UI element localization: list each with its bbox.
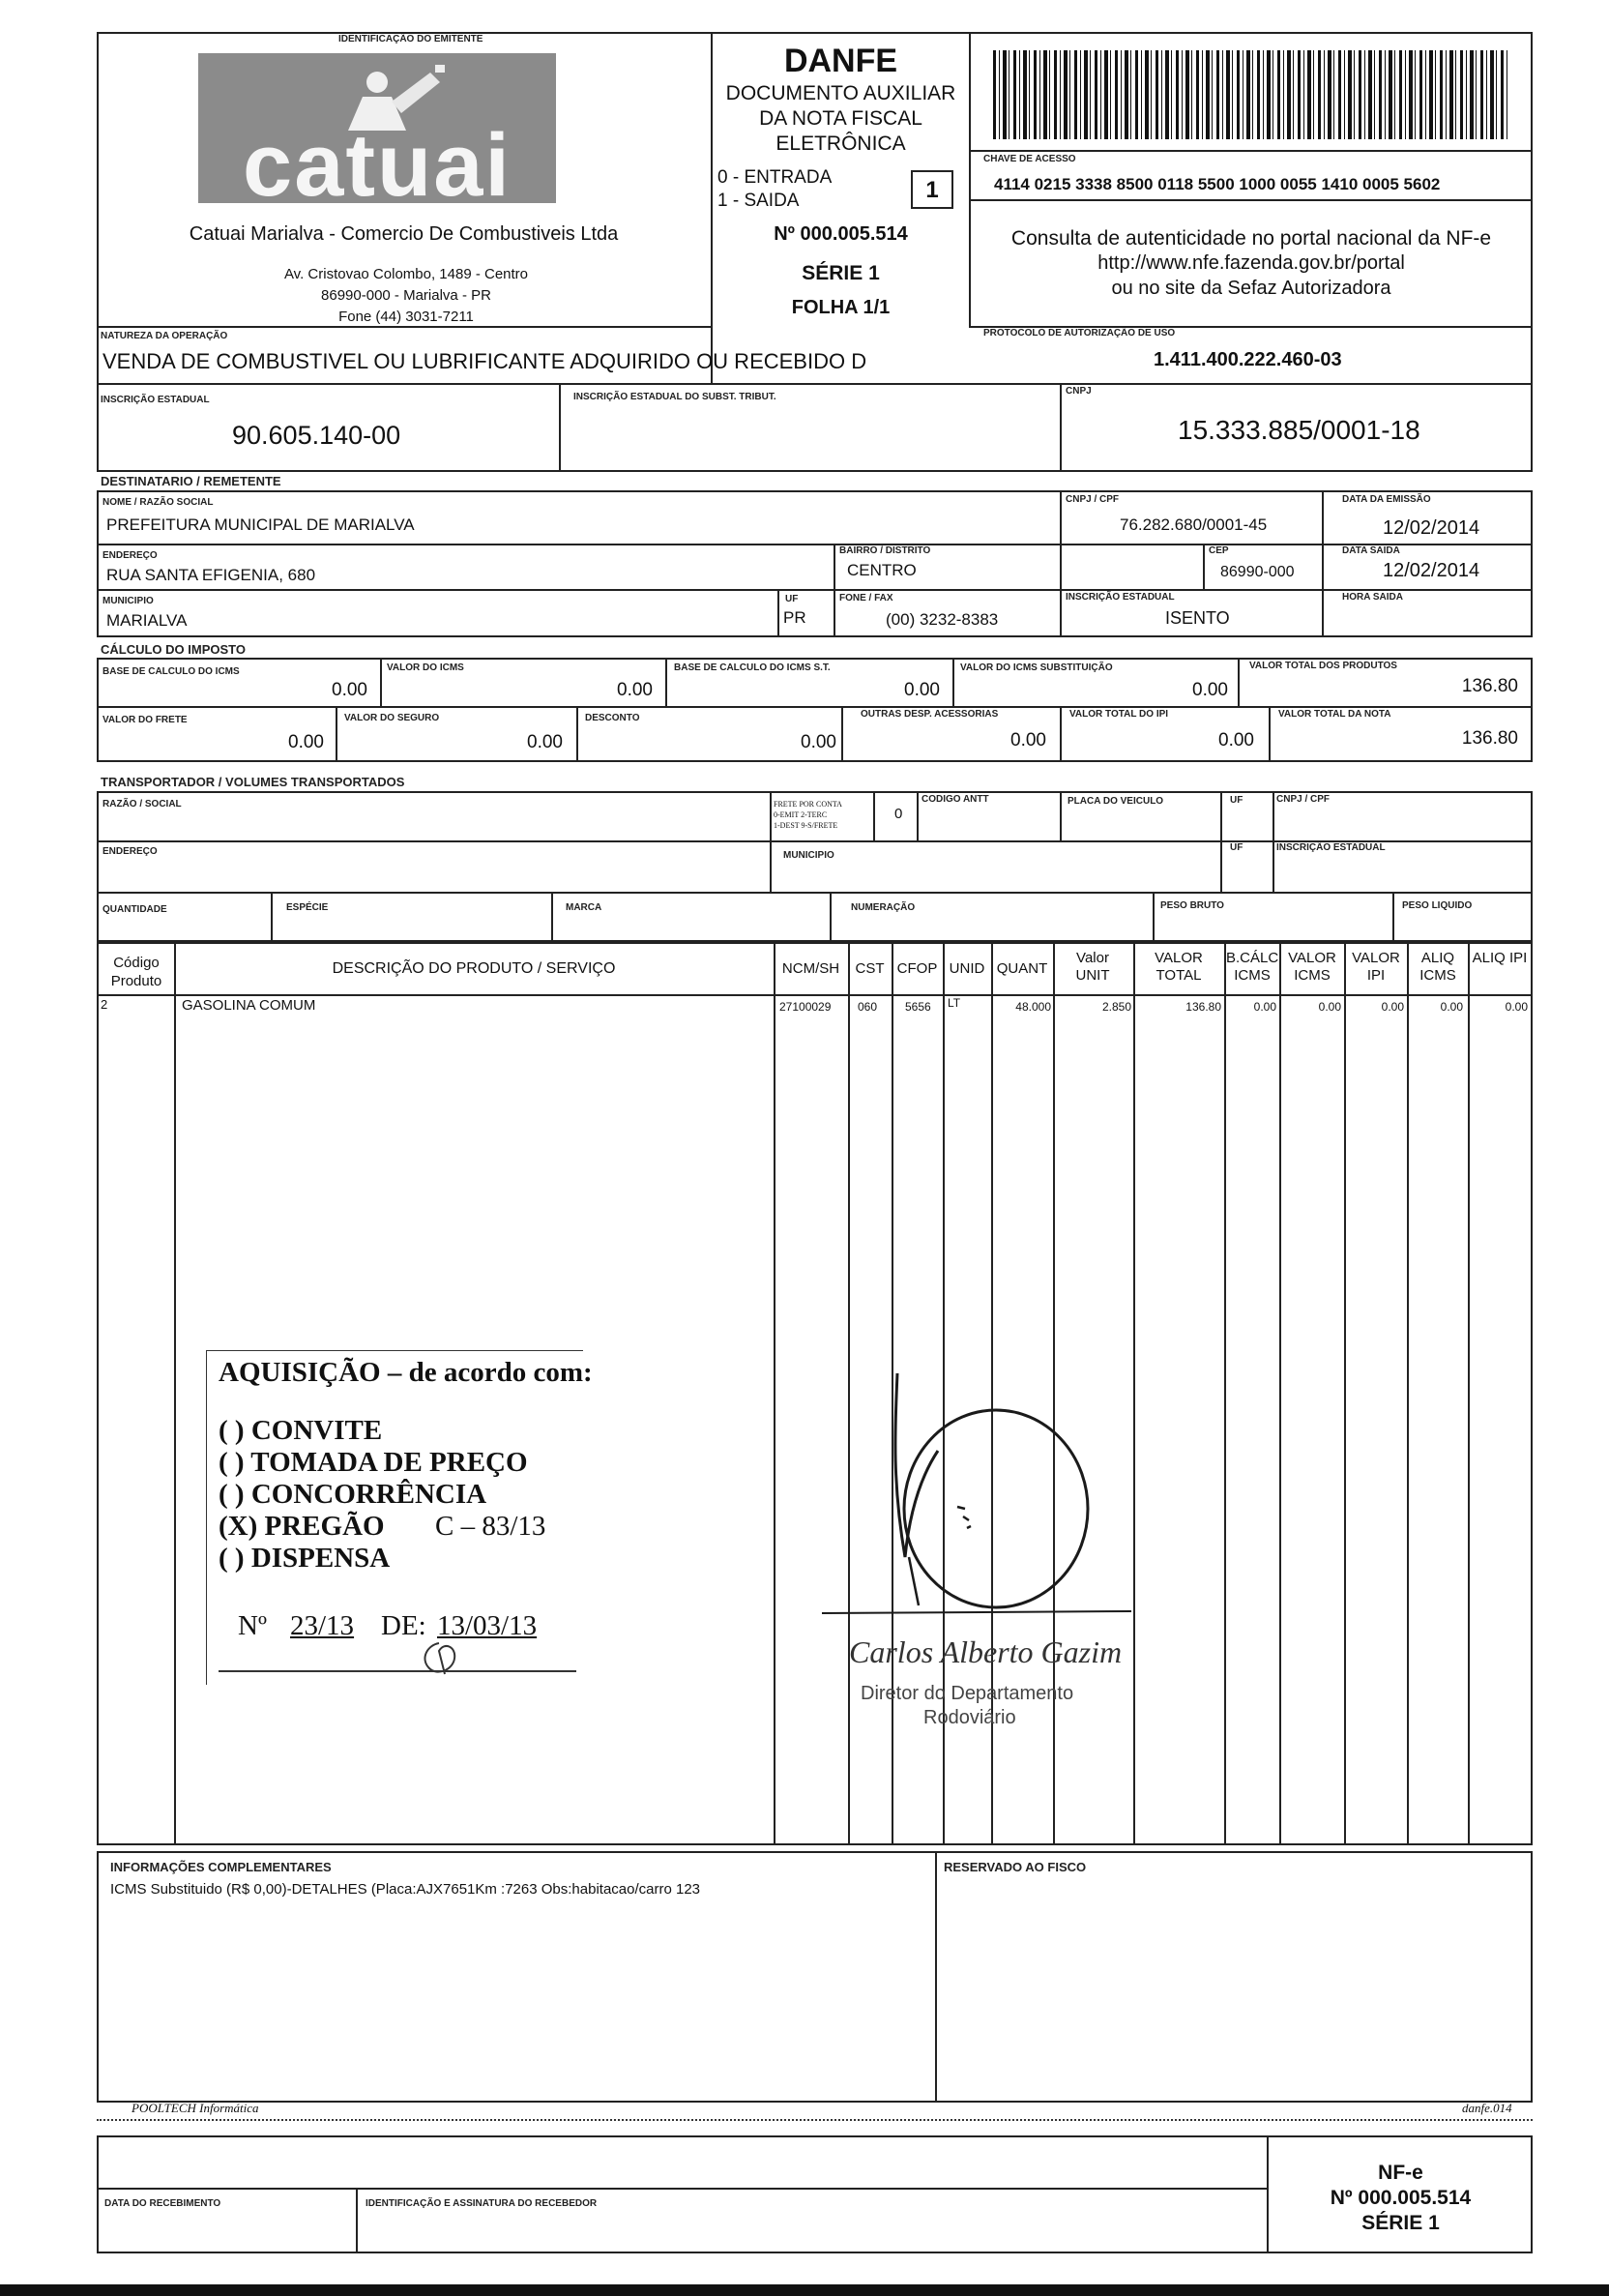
ie-label: INSCRIÇÃO ESTADUAL: [101, 395, 210, 405]
v-prod-label: VALOR TOTAL DOS PRODUTOS: [1249, 661, 1397, 671]
dest-fone: (00) 3232-8383: [886, 610, 999, 629]
frete-line-2: 0-EMIT 2-TERC: [774, 810, 828, 819]
emitente-logo: [198, 53, 556, 203]
dest-emissao: 12/02/2014: [1383, 517, 1480, 539]
placa-label: PLACA DO VEICULO: [1068, 796, 1164, 807]
antt-label: CODIGO ANTT: [922, 794, 989, 805]
director-role-1: Diretor do Departamento: [861, 1683, 1074, 1704]
acquisition-stamp: [206, 1350, 593, 1685]
nota-value: 136.80: [1461, 728, 1518, 749]
emitente-name: Catuai Marialva - Comercio De Combustiveis Ltda: [189, 223, 619, 245]
danfe-numero: Nº 000.005.514: [774, 223, 908, 245]
transp-razao-label: RAZÃO / SOCIAL: [102, 799, 182, 809]
director-role-2: Rodoviário: [923, 1707, 1016, 1728]
canhoto-serie: SÉRIE 1: [1361, 2212, 1440, 2234]
item-codigo: 2: [101, 997, 108, 1012]
dest-endereco: RUA SANTA EFIGENIA, 680: [106, 566, 316, 584]
consulta-line-2: http://www.nfe.fazenda.gov.br/portal: [1097, 252, 1405, 274]
danfe-subtitle-3: ELETRÔNICA: [775, 132, 906, 155]
v-prod-value: 136.80: [1461, 676, 1518, 696]
dest-ie-label: INSCRIÇÃO ESTADUAL: [1066, 592, 1175, 603]
info-text: ICMS Substituido (R$ 0,00)-DETALHES (Placa:AJX7651Km :7263 Obs:habitacao/carro 123: [110, 1881, 701, 1898]
ie-st-label: INSCRIÇÃO ESTADUAL DO SUBST. TRIBUT.: [573, 392, 776, 402]
protocolo-label: PROTOCOLO DE AUTORIZAÇÃO DE USO: [983, 328, 1176, 339]
item-v-unit: 2.850: [1101, 1000, 1131, 1014]
stamp-numero: 23/13: [290, 1610, 355, 1641]
natureza-value: VENDA DE COMBUSTIVEL OU LUBRIFICANTE ADQUIRIDO OU RECEBIDO D: [102, 349, 867, 373]
scan-bottom-edge: [0, 2284, 1609, 2296]
natureza-label: NATUREZA DA OPERAÇÃO: [101, 331, 228, 341]
item-aliq-icms: 0.00: [1440, 1000, 1463, 1014]
desconto-label: DESCONTO: [585, 713, 640, 723]
protocolo-value: 1.411.400.222.460-03: [1154, 349, 1342, 370]
canhoto-numero: Nº 000.005.514: [1330, 2187, 1472, 2209]
item-v-total: 136.80: [1185, 1000, 1221, 1014]
col-v-icms: VALOR ICMS: [1288, 950, 1336, 984]
v-st-label: VALOR DO ICMS SUBSTITUIÇÃO: [960, 662, 1113, 673]
danfe-folha: FOLHA 1/1: [791, 297, 891, 318]
outras-label: OUTRAS DESP. ACESSORIAS: [861, 709, 999, 720]
danfe-entrada: 0 - ENTRADA: [717, 167, 833, 188]
marca-label: MARCA: [566, 902, 602, 913]
table-row: [97, 996, 1533, 1019]
imposto-section-label: CÁLCULO DO IMPOSTO: [101, 642, 246, 657]
dest-cep: 86990-000: [1220, 564, 1295, 580]
bc-icms-label: BASE DE CALCULO DO ICMS: [102, 666, 240, 677]
dest-uf-label: UF: [785, 594, 799, 604]
danfe-subtitle-1: DOCUMENTO AUXILIAR: [725, 82, 956, 104]
danfe-title: DANFE: [783, 43, 898, 79]
frete-por-conta: [774, 799, 842, 831]
emitente-section-label: IDENTIFICAÇÃO DO EMITENTE: [338, 34, 483, 44]
danfe-tipo: 1: [925, 177, 939, 203]
desconto-value: 0.00: [801, 732, 836, 752]
cut-line: [97, 2119, 1533, 2121]
peso-bruto-label: PESO BRUTO: [1160, 900, 1224, 911]
col-aliq-icms: ALIQ ICMS: [1419, 950, 1456, 984]
stamp-data: 13/03/13: [437, 1610, 538, 1641]
ipi-value: 0.00: [1218, 730, 1254, 751]
item-descricao: GASOLINA COMUM: [182, 997, 316, 1014]
transp-municipio-label: MUNICIPIO: [783, 850, 834, 861]
consulta-line-1: Consulta de autenticidade no portal nacional da NF-e: [1010, 227, 1492, 250]
col-aliq-ipi: ALIQ IPI: [1472, 950, 1528, 966]
canhoto-data-label: DATA DO RECEBIMENTO: [104, 2198, 221, 2209]
dest-nome: PREFEITURA MUNICIPAL DE MARIALVA: [106, 515, 415, 534]
dest-saida-label: DATA SAIDA: [1342, 545, 1400, 556]
stamp-opt-convite: ( ) CONVITE: [219, 1415, 383, 1446]
col-unid: UNID: [949, 960, 985, 977]
dest-cnpj: 76.282.680/0001-45: [1120, 515, 1268, 534]
especie-label: ESPÉCIE: [286, 902, 329, 913]
col-descricao: DESCRIÇÃO DO PRODUTO / SERVIÇO: [332, 960, 616, 977]
danfe-subtitle-2: DA NOTA FISCAL: [759, 107, 922, 130]
cnpj-value: 15.333.885/0001-18: [1178, 415, 1420, 445]
stamp-title: AQUISIÇÃO – de acordo com:: [219, 1357, 593, 1388]
transp-ie-label: INSCRIÇÃO ESTADUAL: [1276, 842, 1386, 853]
dest-bairro-label: BAIRRO / DISTRITO: [839, 545, 931, 556]
access-key-barcode: [993, 50, 1508, 139]
dest-uf: PR: [783, 608, 806, 627]
danfe-saida: 1 - SAIDA: [717, 191, 800, 211]
col-v-ipi: VALOR IPI: [1352, 950, 1400, 984]
nota-label: VALOR TOTAL DA NOTA: [1278, 709, 1391, 720]
ipi-label: VALOR TOTAL DO IPI: [1069, 709, 1169, 720]
fisco-label: RESERVADO AO FISCO: [944, 1860, 1087, 1874]
v-icms-label: VALOR DO ICMS: [387, 662, 464, 673]
item-unid: LT: [948, 996, 961, 1010]
seguro-value: 0.00: [527, 732, 563, 752]
transp-uf-label: UF: [1230, 795, 1243, 806]
dest-emissao-label: DATA DA EMISSÃO: [1342, 494, 1431, 505]
director-signature: [822, 1364, 1131, 1654]
item-aliq-ipi: 0.00: [1505, 1000, 1528, 1014]
dest-bairro: CENTRO: [847, 561, 917, 579]
dest-ie: ISENTO: [1165, 608, 1230, 628]
emitente-phone: Fone (44) 3031-7211: [338, 309, 474, 325]
initials-signature: [410, 1637, 478, 1680]
destinatario-section-label: DESTINATARIO / REMETENTE: [101, 474, 281, 488]
stamp-opt-dispensa: ( ) DISPENSA: [219, 1543, 391, 1574]
software-credit: POOLTECH Informática: [132, 2101, 259, 2115]
dest-fone-label: FONE / FAX: [839, 593, 893, 603]
item-cfop: 5656: [905, 1000, 931, 1014]
dest-cep-label: CEP: [1209, 545, 1229, 556]
transportador-section-label: TRANSPORTADOR / VOLUMES TRANSPORTADOS: [101, 775, 405, 789]
dest-saida: 12/02/2014: [1383, 560, 1480, 581]
frete-value: 0: [894, 806, 903, 822]
form-code: danfe.014: [1462, 2101, 1512, 2115]
cnpj-label: CNPJ: [1066, 386, 1092, 397]
dest-cnpj-label: CNPJ / CPF: [1066, 494, 1120, 505]
col-codigo: Código Produto: [110, 955, 162, 989]
col-v-unit: Valor UNIT: [1075, 950, 1110, 984]
stamp-data-prefix: DE:: [381, 1610, 426, 1641]
col-cfop: CFOP: [896, 960, 938, 977]
dest-municipio: MARIALVA: [106, 611, 188, 630]
bc-st-label: BASE DE CALCULO DO ICMS S.T.: [674, 662, 831, 673]
col-ncm: NCM/SH: [781, 960, 840, 977]
emitente-address-2: 86990-000 - Marialva - PR: [321, 287, 491, 304]
bc-st-value: 0.00: [904, 680, 940, 700]
item-ncm: 27100029: [779, 1000, 832, 1014]
item-v-ipi: 0.00: [1381, 1000, 1404, 1014]
col-cst: CST: [855, 960, 885, 977]
dest-hora-label: HORA SAIDA: [1342, 592, 1403, 603]
frete-line-3: 1-DEST 9-S/FRETE: [774, 821, 838, 830]
info-label: INFORMAÇÕES COMPLEMENTARES: [110, 1860, 332, 1874]
item-quant: 48.000: [1015, 1000, 1051, 1014]
stamp-opt-concorrencia: ( ) CONCORRÊNCIA: [219, 1479, 487, 1510]
transp-endereco-label: ENDEREÇO: [102, 846, 158, 857]
dest-endereco-label: ENDEREÇO: [102, 550, 158, 561]
stamp-opt-tomada: ( ) TOMADA DE PREÇO: [219, 1447, 528, 1478]
frete-value: 0.00: [288, 732, 324, 752]
dest-municipio-label: MUNICIPIO: [102, 596, 154, 606]
v-icms-value: 0.00: [617, 680, 653, 700]
consulta-line-3: ou no site da Sefaz Autorizadora: [1111, 278, 1391, 299]
ie-value: 90.605.140-00: [232, 421, 401, 450]
canhoto-ident-label: IDENTIFICAÇÃO E ASSINATURA DO RECEBEDOR: [366, 2198, 598, 2209]
col-v-total: VALOR TOTAL: [1155, 950, 1203, 984]
item-v-icms: 0.00: [1318, 1000, 1341, 1014]
quantidade-label: QUANTIDADE: [102, 904, 167, 915]
numeracao-label: NUMERAÇÃO: [851, 902, 916, 913]
destinatario-box: [97, 490, 1533, 637]
item-bc-icms: 0.00: [1253, 1000, 1276, 1014]
transp-cnpj-label: CNPJ / CPF: [1276, 794, 1331, 805]
v-st-value: 0.00: [1192, 680, 1228, 700]
col-bc-icms: B.CÁLC ICMS: [1226, 950, 1279, 984]
emitente-address-1: Av. Cristovao Colombo, 1489 - Centro: [283, 266, 529, 282]
logo-text: catuai: [243, 116, 512, 203]
item-cst: 060: [858, 1000, 878, 1014]
frete-label: VALOR DO FRETE: [102, 715, 188, 725]
peso-liquido-label: PESO LIQUIDO: [1402, 900, 1473, 911]
director-name: Carlos Alberto Gazim: [849, 1634, 1123, 1669]
col-quant: QUANT: [996, 960, 1048, 977]
chave-value: 4114 0215 3338 8500 0118 5500 1000 0055 1410 0005 5602: [994, 175, 1441, 193]
transp-uf2-label: UF: [1230, 842, 1243, 853]
outras-value: 0.00: [1010, 730, 1046, 751]
danfe-serie: SÉRIE 1: [802, 262, 880, 284]
seguro-label: VALOR DO SEGURO: [344, 713, 440, 723]
chave-label: CHAVE DE ACESSO: [983, 154, 1076, 164]
canhoto-nfe: NF-e: [1378, 2162, 1423, 2184]
frete-line-1: FRETE POR CONTA: [774, 800, 842, 809]
bc-icms-value: 0.00: [332, 680, 367, 700]
dest-nome-label: NOME / RAZÃO SOCIAL: [102, 497, 214, 508]
stamp-pregao-ref: C – 83/13: [435, 1511, 546, 1542]
stamp-numero-prefix: Nº: [238, 1610, 267, 1641]
stamp-opt-pregao: (X) PREGÃO: [219, 1511, 385, 1542]
